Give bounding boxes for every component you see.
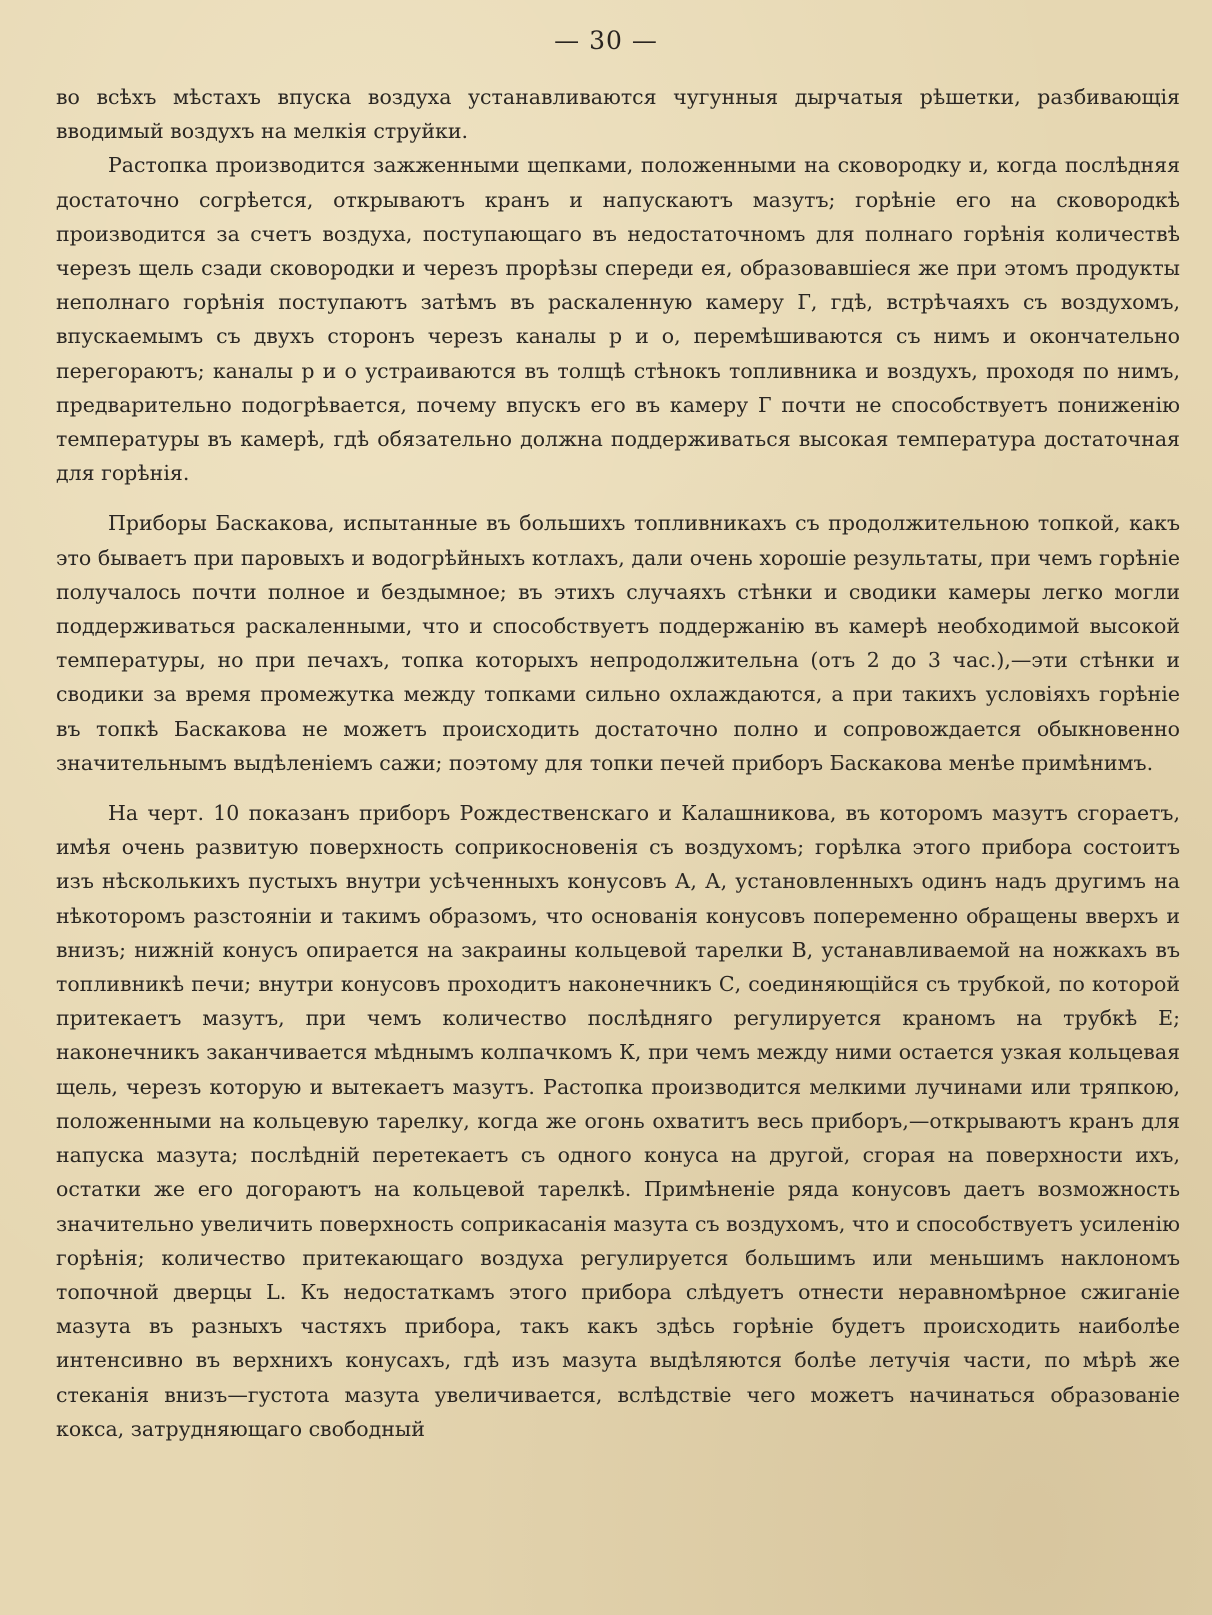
paragraph-rozhdestvensky-kalashnikov: На черт. 10 показанъ приборъ Рождественскаго и Калашникова, въ которомъ мазутъ сгораетъ, имѣя очень развитую поверхность соприкосновенія съ воздухомъ; горѣлка этого прибора состоитъ изъ нѣсколькихъ пустыхъ внутри усѣченныхъ конусовъ А, А, установленныхъ одинъ надъ другимъ на нѣкоторомъ разстояніи и такимъ образомъ, что основанія конусовъ попеременно обращены вверхъ и внизъ; нижній конусъ опирается на закраины кольцевой тарелки В, устанавливаемой на ножкахъ въ топливникѣ печи; внутри конусовъ проходитъ наконечникъ С, соединяющійся съ трубкой, по которой притекаетъ мазутъ, при чемъ количество послѣдняго регулируется краномъ на трубкѣ Е; наконечникъ заканчивается мѣднымъ колпачкомъ К, при чемъ между ними остается узкая кольцевая щель, черезъ которую и вытекаетъ мазутъ. Растопка производится мелкими лучинами или тряпкою, положенными на кольцевую тарелку, когда же огонь охватитъ весь приборъ,—открываютъ кранъ для напуска мазута; послѣдній перетекаетъ съ одного конуса на другой, сгорая на поверхности ихъ, остатки же его догораютъ на кольцевой тарелкѣ. Примѣненіе ряда конусовъ даетъ возможность значительно увеличить поверхность соприкасанія мазута съ воздухомъ, что и способствуетъ усиленію горѣнія; количество притекающаго воздуха регулируется большимъ или меньшимъ наклономъ топочной дверцы L. Къ недостаткамъ этого прибора слѣдуетъ отнести неравномѣрное сжиганіе мазута въ разныхъ частяхъ прибора, такъ какъ здѣсь горѣніе будетъ происходить наиболѣе интенсивно въ верхнихъ конусахъ, гдѣ изъ мазута выдѣляются болѣе летучія части, по мѣрѣ же стеканія внизъ—густота мазута увеличивается, вслѣдствіе чего можетъ начинаться образованіе кокса, затрудняющаго свободный (56, 801, 1180, 1441)
paragraph-ignition: Растопка производится зажженными щепками, положенными на сковородку и, когда послѣдняя достаточно согрѣется, открываютъ кранъ и напускаютъ мазутъ; горѣніе его на сковородкѣ производится за счетъ воздуха, поступающаго въ недостаточномъ для полнаго горѣнія количествѣ черезъ щель сзади сковородки и черезъ прорѣзы спереди ея, образовавшіеся же при этомъ продукты неполнаго горѣнія поступаютъ затѣмъ въ раскаленную камеру Г, гдѣ, встрѣчаяхъ съ воздухомъ, впускаемымъ съ двухъ сторонъ черезъ каналы р и о, перемѣшиваются съ нимъ и окончательно перегораютъ; каналы р и о устраиваются въ толщѣ стѣнокъ топливника и воздухъ, проходя по нимъ, предварительно подогрѣвается, почему впускъ его въ камеру Г почти не способствуетъ пониженію температуры въ камерѣ, гдѣ обязательно должна поддерживаться высокая температура достаточная для горѣнія. (56, 153, 1180, 486)
page-body-text (56, 80, 1180, 1446)
paragraph-continuation: во всѣхъ мѣстахъ впуска воздуха устанавливаются чугунныя дырчатыя рѣшетки, разбивающія вводимый воздухъ на мелкія струйки. (56, 85, 1180, 144)
page-number: — 30 — (554, 26, 658, 55)
paragraph-baskakov: Приборы Баскакова, испытанные въ большихъ топливникахъ съ продолжительною топкой, какъ это бываетъ при паровыхъ и водогрѣйныхъ котлахъ, дали очень хорошіе результаты, при чемъ горѣніе получалось почти полное и бездымное; въ этихъ случаяхъ стѣнки и сводики камеры легко могли поддерживаться раскаленными, что и способствуетъ поддержанію въ камерѣ необходимой высокой температуры, но при печахъ, топка которыхъ непродолжительна (отъ 2 до 3 час.),—эти стѣнки и сводики за время промежутка между топками сильно охлаждаются, а при такихъ условіяхъ горѣніе въ топкѣ Баскакова не можетъ происходить достаточно полно и сопровождается обыкновенно значительнымъ выдѣленіемъ сажи; поэтому для топки печей приборъ Баскакова менѣе примѣнимъ. (56, 511, 1180, 775)
